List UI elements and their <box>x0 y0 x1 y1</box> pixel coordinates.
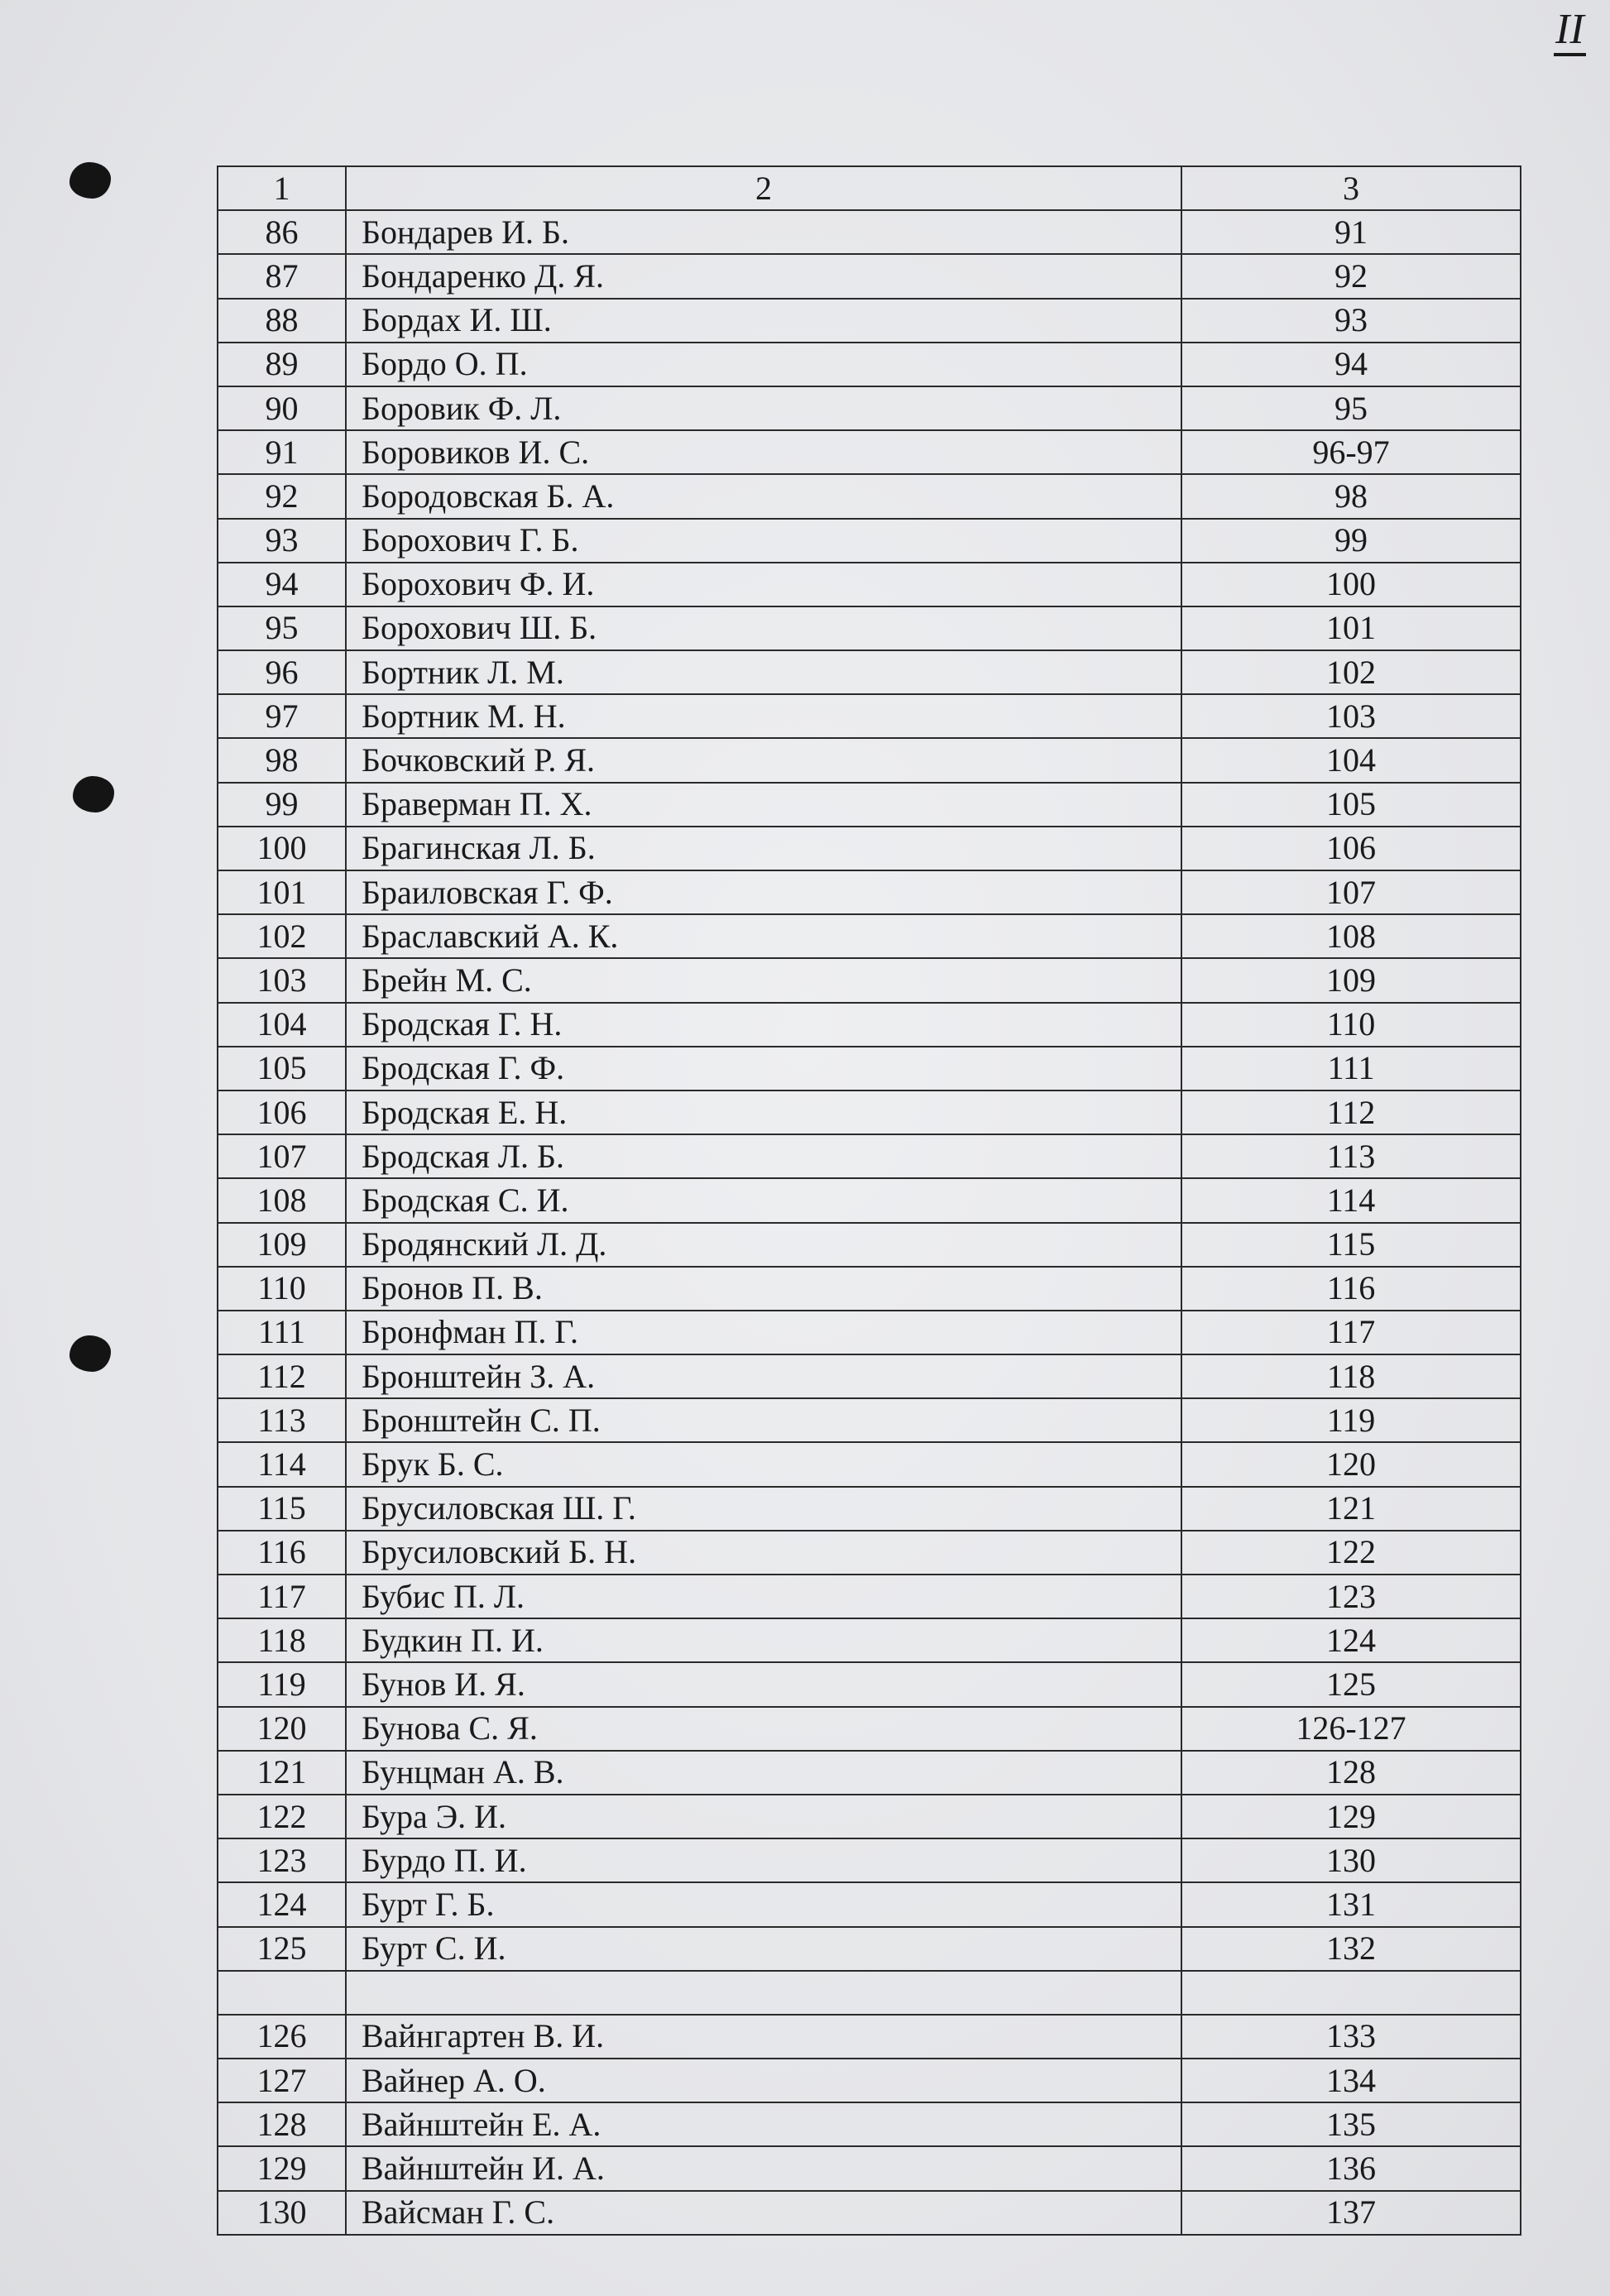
person-name: Бондаренко Д. Я. <box>346 254 1181 298</box>
row-number: 101 <box>218 870 346 914</box>
page-reference: 116 <box>1181 1267 1521 1311</box>
table-row <box>218 914 1521 958</box>
page-number: II <box>1554 7 1586 56</box>
person-name: Бродская С. И. <box>346 1178 1181 1222</box>
table-row <box>218 1134 1521 1178</box>
row-number: 112 <box>218 1354 346 1398</box>
row-number: 100 <box>218 827 346 870</box>
person-name: Брусиловская Ш. Г. <box>346 1487 1181 1531</box>
row-number: 125 <box>218 1927 346 1971</box>
person-name: Бородовская Б. А. <box>346 474 1181 518</box>
person-name: Бурт С. И. <box>346 1927 1181 1971</box>
person-name: Бунцман А. В. <box>346 1751 1181 1795</box>
table-row <box>218 1575 1521 1618</box>
person-name: Бронфман П. Г. <box>346 1311 1181 1354</box>
person-name: Браиловская Г. Ф. <box>346 870 1181 914</box>
table-row <box>218 783 1521 827</box>
page-reference: 108 <box>1181 914 1521 958</box>
person-name: Бронштейн С. П. <box>346 1398 1181 1442</box>
row-number: 114 <box>218 1442 346 1486</box>
table-row <box>218 958 1521 1002</box>
page-reference: 104 <box>1181 738 1521 782</box>
page-reference: 94 <box>1181 343 1521 386</box>
table-row <box>218 343 1521 386</box>
person-name: Вайнгартен В. И. <box>346 2015 1181 2059</box>
row-number: 104 <box>218 1003 346 1047</box>
page-reference: 117 <box>1181 1311 1521 1354</box>
person-name: Брусиловский Б. Н. <box>346 1531 1181 1575</box>
person-name: Бунова С. Я. <box>346 1707 1181 1751</box>
person-name: Бунов И. Я. <box>346 1662 1181 1706</box>
table-row <box>218 606 1521 650</box>
row-number: 88 <box>218 299 346 343</box>
punch-hole <box>69 162 111 199</box>
table-row <box>218 1003 1521 1047</box>
row-number: 97 <box>218 694 346 738</box>
person-name: Борохович Ш. Б. <box>346 606 1181 650</box>
page-reference: 115 <box>1181 1223 1521 1267</box>
page-reference: 95 <box>1181 386 1521 430</box>
table-row <box>218 1442 1521 1486</box>
page-reference: 101 <box>1181 606 1521 650</box>
person-name: Бубис П. Л. <box>346 1575 1181 1618</box>
person-name: Бродская Г. Н. <box>346 1003 1181 1047</box>
person-name: Бортник Л. М. <box>346 650 1181 694</box>
page-reference: 123 <box>1181 1575 1521 1618</box>
person-name: Брейн М. С. <box>346 958 1181 1002</box>
page-reference: 98 <box>1181 474 1521 518</box>
row-number: 98 <box>218 738 346 782</box>
row-number: 91 <box>218 430 346 474</box>
person-name: Вайсман Г. С. <box>346 2191 1181 2235</box>
page-reference: 106 <box>1181 827 1521 870</box>
person-name: Вайнштейн Е. А. <box>346 2102 1181 2146</box>
row-number: 119 <box>218 1662 346 1706</box>
page-reference: 133 <box>1181 2015 1521 2059</box>
page-reference: 93 <box>1181 299 1521 343</box>
page-reference: 135 <box>1181 2102 1521 2146</box>
page-reference: 129 <box>1181 1795 1521 1838</box>
page-reference: 112 <box>1181 1090 1521 1134</box>
table-row <box>218 1354 1521 1398</box>
table-body <box>218 210 1521 2235</box>
person-name: Бродская Г. Ф. <box>346 1047 1181 1090</box>
table-row <box>218 694 1521 738</box>
page-reference: 122 <box>1181 1531 1521 1575</box>
column-header-1: 1 <box>218 166 346 210</box>
page-reference: 136 <box>1181 2146 1521 2190</box>
page-reference: 100 <box>1181 563 1521 606</box>
row-number <box>218 1971 346 2015</box>
person-name <box>346 1971 1181 2015</box>
row-number: 130 <box>218 2191 346 2235</box>
table-row <box>218 1223 1521 1267</box>
table-row <box>218 386 1521 430</box>
page-reference: 131 <box>1181 1882 1521 1926</box>
table-row <box>218 1838 1521 1882</box>
page-reference: 120 <box>1181 1442 1521 1486</box>
person-name: Брагинская Л. Б. <box>346 827 1181 870</box>
page-reference: 134 <box>1181 2059 1521 2102</box>
table-row <box>218 1047 1521 1090</box>
page-reference: 103 <box>1181 694 1521 738</box>
table-row <box>218 430 1521 474</box>
table-row <box>218 563 1521 606</box>
table-row <box>218 1795 1521 1838</box>
page-reference: 102 <box>1181 650 1521 694</box>
table-row <box>218 1751 1521 1795</box>
page-reference: 128 <box>1181 1751 1521 1795</box>
column-header-3: 3 <box>1181 166 1521 210</box>
spacer-row <box>218 1971 1521 2015</box>
table-row <box>218 299 1521 343</box>
person-name: Брук Б. С. <box>346 1442 1181 1486</box>
person-name: Бродянский Л. Д. <box>346 1223 1181 1267</box>
table-row <box>218 1531 1521 1575</box>
person-name: Бура Э. И. <box>346 1795 1181 1838</box>
row-number: 109 <box>218 1223 346 1267</box>
person-name: Бурт Г. Б. <box>346 1882 1181 1926</box>
row-number: 87 <box>218 254 346 298</box>
page-reference: 99 <box>1181 519 1521 563</box>
table-row <box>218 650 1521 694</box>
table-row <box>218 1662 1521 1706</box>
person-name: Бронов П. В. <box>346 1267 1181 1311</box>
row-number: 94 <box>218 563 346 606</box>
table-row <box>218 1618 1521 1662</box>
row-number: 106 <box>218 1090 346 1134</box>
table-row <box>218 1398 1521 1442</box>
person-name: Бондарев И. Б. <box>346 210 1181 254</box>
row-number: 95 <box>218 606 346 650</box>
person-name: Борохович Г. Б. <box>346 519 1181 563</box>
table-row <box>218 1090 1521 1134</box>
register-table <box>217 165 1521 2236</box>
row-number: 122 <box>218 1795 346 1838</box>
row-number: 127 <box>218 2059 346 2102</box>
row-number: 107 <box>218 1134 346 1178</box>
row-number: 89 <box>218 343 346 386</box>
row-number: 96 <box>218 650 346 694</box>
person-name: Бортник М. Н. <box>346 694 1181 738</box>
person-name: Бордо О. П. <box>346 343 1181 386</box>
row-number: 90 <box>218 386 346 430</box>
row-number: 103 <box>218 958 346 1002</box>
page-reference <box>1181 1971 1521 2015</box>
page-reference: 132 <box>1181 1927 1521 1971</box>
table-row <box>218 254 1521 298</box>
table-row <box>218 2059 1521 2102</box>
table-row <box>218 2015 1521 2059</box>
row-number: 118 <box>218 1618 346 1662</box>
person-name: Вайнер А. О. <box>346 2059 1181 2102</box>
page-reference: 126-127 <box>1181 1707 1521 1751</box>
table-row <box>218 210 1521 254</box>
page-reference: 121 <box>1181 1487 1521 1531</box>
row-number: 99 <box>218 783 346 827</box>
table-row <box>218 2102 1521 2146</box>
person-name: Бродская Л. Б. <box>346 1134 1181 1178</box>
table-row <box>218 738 1521 782</box>
row-number: 115 <box>218 1487 346 1531</box>
person-name: Браверман П. Х. <box>346 783 1181 827</box>
column-header-2: 2 <box>346 166 1181 210</box>
table-row <box>218 870 1521 914</box>
table-row <box>218 1487 1521 1531</box>
person-name: Бродская Е. Н. <box>346 1090 1181 1134</box>
row-number: 129 <box>218 2146 346 2190</box>
page-reference: 119 <box>1181 1398 1521 1442</box>
table-row <box>218 1178 1521 1222</box>
row-number: 128 <box>218 2102 346 2146</box>
page-reference: 114 <box>1181 1178 1521 1222</box>
row-number: 126 <box>218 2015 346 2059</box>
punch-hole <box>73 776 114 812</box>
row-number: 123 <box>218 1838 346 1882</box>
row-number: 93 <box>218 519 346 563</box>
row-number: 102 <box>218 914 346 958</box>
page-reference: 124 <box>1181 1618 1521 1662</box>
person-name: Будкин П. И. <box>346 1618 1181 1662</box>
page-reference: 137 <box>1181 2191 1521 2235</box>
row-number: 111 <box>218 1311 346 1354</box>
page-reference: 96-97 <box>1181 430 1521 474</box>
page-reference: 110 <box>1181 1003 1521 1047</box>
row-number: 86 <box>218 210 346 254</box>
person-name: Бочковский Р. Я. <box>346 738 1181 782</box>
page-reference: 118 <box>1181 1354 1521 1398</box>
person-name: Борохович Ф. И. <box>346 563 1181 606</box>
page-reference: 109 <box>1181 958 1521 1002</box>
table-row <box>218 2191 1521 2235</box>
row-number: 113 <box>218 1398 346 1442</box>
table-row <box>218 474 1521 518</box>
person-name: Бордах И. Ш. <box>346 299 1181 343</box>
person-name: Боровик Ф. Л. <box>346 386 1181 430</box>
table-row <box>218 1707 1521 1751</box>
row-number: 116 <box>218 1531 346 1575</box>
table-row <box>218 1882 1521 1926</box>
row-number: 120 <box>218 1707 346 1751</box>
person-name: Бурдо П. И. <box>346 1838 1181 1882</box>
table-row <box>218 827 1521 870</box>
punch-hole <box>69 1335 111 1372</box>
page-reference: 91 <box>1181 210 1521 254</box>
page-reference: 92 <box>1181 254 1521 298</box>
table-row <box>218 1311 1521 1354</box>
person-name: Бронштейн З. А. <box>346 1354 1181 1398</box>
person-name: Браславский А. К. <box>346 914 1181 958</box>
page-reference: 125 <box>1181 1662 1521 1706</box>
table-row <box>218 2146 1521 2190</box>
header-row <box>218 166 1521 210</box>
row-number: 117 <box>218 1575 346 1618</box>
page-reference: 105 <box>1181 783 1521 827</box>
person-name: Вайнштейн И. А. <box>346 2146 1181 2190</box>
row-number: 124 <box>218 1882 346 1926</box>
page-reference: 130 <box>1181 1838 1521 1882</box>
table-row <box>218 1267 1521 1311</box>
page-reference: 107 <box>1181 870 1521 914</box>
person-name: Боровиков И. С. <box>346 430 1181 474</box>
table-row <box>218 519 1521 563</box>
table-row <box>218 1927 1521 1971</box>
page-reference: 113 <box>1181 1134 1521 1178</box>
row-number: 105 <box>218 1047 346 1090</box>
row-number: 110 <box>218 1267 346 1311</box>
row-number: 108 <box>218 1178 346 1222</box>
page-reference: 111 <box>1181 1047 1521 1090</box>
row-number: 121 <box>218 1751 346 1795</box>
row-number: 92 <box>218 474 346 518</box>
